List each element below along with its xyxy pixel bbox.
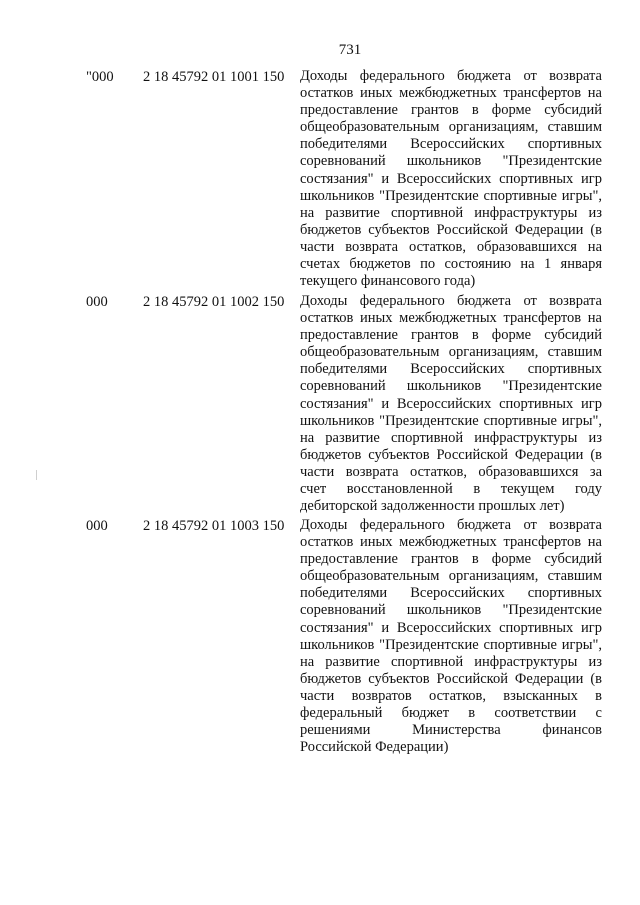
description-line: предоставление грантов в форме субсидий bbox=[300, 327, 602, 344]
description-line: соревнований школьников "Президентские bbox=[300, 602, 602, 619]
page-number: 731 bbox=[338, 42, 362, 58]
description-line: общеобразовательным организациям, ставшим bbox=[300, 568, 602, 585]
classification-code: 2 18 45792 01 1001 150 bbox=[143, 69, 285, 85]
description-line: остатков иных межбюджетных трансфертов на bbox=[300, 310, 602, 327]
description-line: Доходы федерального бюджета от возврата bbox=[300, 517, 602, 533]
description-line: бюджетов субъектов Российской Федерации (в bbox=[300, 221, 602, 238]
description-line: победителями Всероссийских спортивных bbox=[300, 136, 602, 153]
description-line: школьников "Президентские спортивные игры", bbox=[300, 636, 602, 653]
description-line: состязания" и Всероссийских спортивных игр bbox=[300, 395, 602, 412]
description-line: бюджетов субъектов Российской Федерации (в bbox=[300, 670, 602, 687]
description-line: состязания" и Всероссийских спортивных игр bbox=[300, 619, 602, 636]
description-line: дебиторской задолженности прошлых лет) bbox=[300, 498, 565, 515]
description-line: текущего финансового года) bbox=[300, 273, 476, 290]
description-line: Доходы федерального бюджета от возврата bbox=[300, 68, 602, 84]
description-line: школьников "Президентские спортивные игры", bbox=[300, 412, 602, 429]
description-line: победителями Всероссийских спортивных bbox=[300, 585, 602, 602]
entry-description bbox=[300, 293, 602, 515]
description-line: школьников "Президентские спортивные игры", bbox=[300, 187, 602, 204]
description-line: части возврата остатков, образовавшихся на bbox=[300, 238, 602, 255]
description-line: остатков иных межбюджетных трансфертов на bbox=[300, 534, 602, 551]
description-line: на развитие спортивной инфраструктуры из bbox=[300, 653, 602, 670]
scan-artifact bbox=[36, 470, 37, 480]
description-line: общеобразовательным организациям, ставшим bbox=[300, 344, 602, 361]
classification-code: 2 18 45792 01 1002 150 bbox=[143, 294, 285, 310]
description-line: федеральный бюджет в соответствии с bbox=[300, 705, 602, 722]
description-line: соревнований школьников "Президентские bbox=[300, 378, 602, 395]
entry-description bbox=[300, 517, 602, 756]
description-line: на развитие спортивной инфраструктуры из bbox=[300, 429, 602, 446]
description-line: предоставление грантов в форме субсидий bbox=[300, 102, 602, 119]
description-line: решениями Министерства финансов bbox=[300, 722, 602, 739]
description-line: соревнований школьников "Президентские bbox=[300, 153, 602, 170]
description-line: части возврата остатков, образовавшихся за bbox=[300, 463, 602, 480]
entry-description bbox=[300, 68, 602, 290]
description-line: Доходы федерального бюджета от возврата bbox=[300, 293, 602, 309]
description-line: победителями Всероссийских спортивных bbox=[300, 361, 602, 378]
admin-code: 000 bbox=[86, 518, 108, 534]
description-line: на развитие спортивной инфраструктуры из bbox=[300, 204, 602, 221]
description-line: части возвратов остатков, взысканных в bbox=[300, 687, 602, 704]
description-line: состязания" и Всероссийских спортивных игр bbox=[300, 170, 602, 187]
description-line: предоставление грантов в форме субсидий bbox=[300, 551, 602, 568]
description-line: Российской Федерации) bbox=[300, 739, 449, 756]
description-line: общеобразовательным организациям, ставшим bbox=[300, 119, 602, 136]
description-line: остатков иных межбюджетных трансфертов на bbox=[300, 85, 602, 102]
admin-code: 000 bbox=[86, 294, 108, 310]
admin-code: "000 bbox=[86, 69, 114, 85]
description-line: счетах бюджетов по состоянию на 1 января bbox=[300, 256, 602, 273]
classification-code: 2 18 45792 01 1003 150 bbox=[143, 518, 285, 534]
description-line: бюджетов субъектов Российской Федерации (в bbox=[300, 446, 602, 463]
description-line: счет восстановленной в текущем году bbox=[300, 481, 602, 498]
